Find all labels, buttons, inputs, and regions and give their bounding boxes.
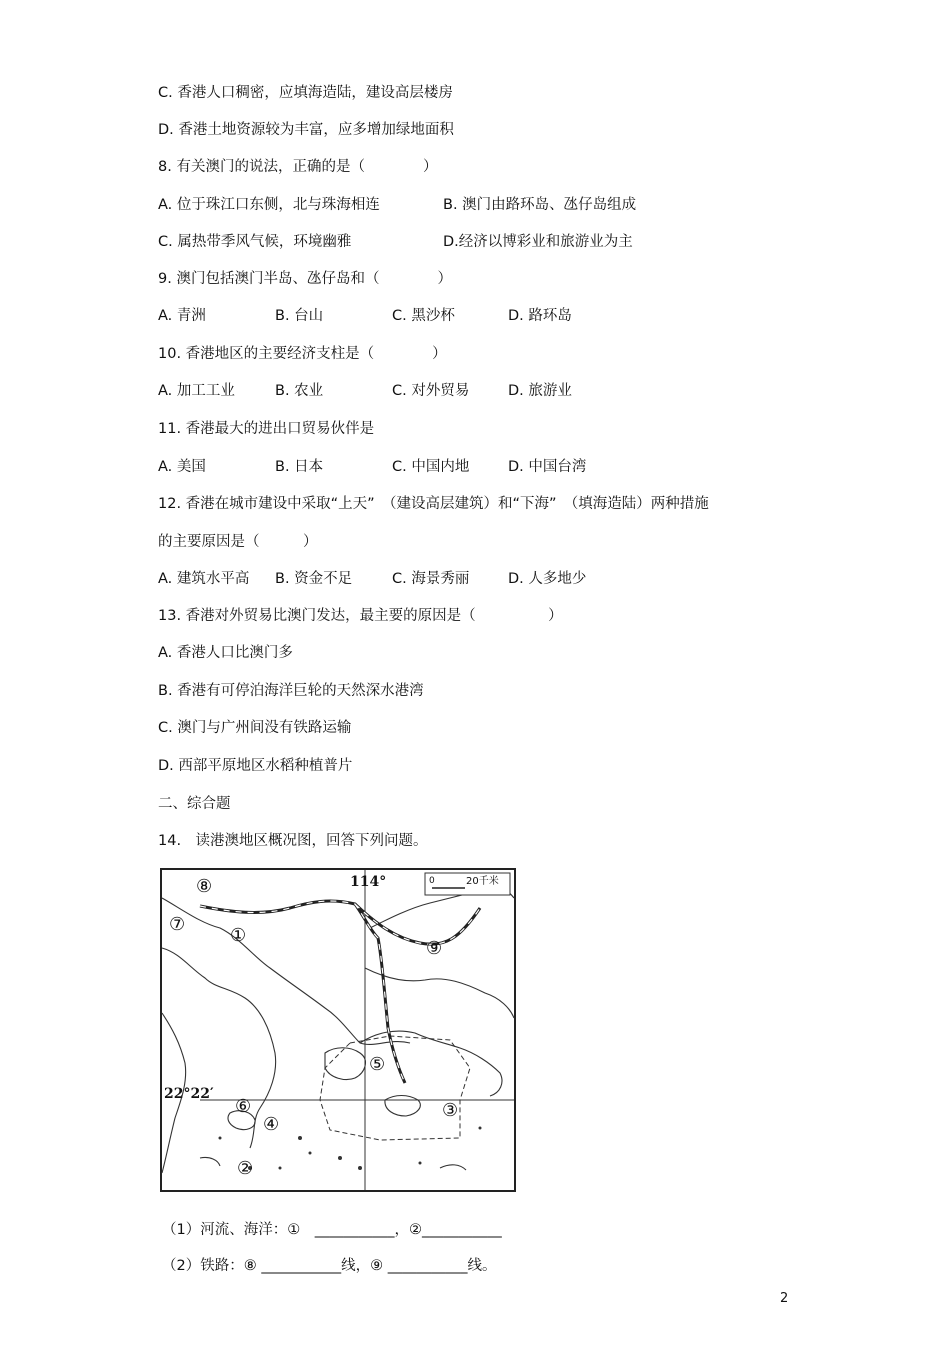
marker-1: ① [230, 925, 247, 946]
q9-option-a: A. 青洲 [158, 308, 206, 324]
page-number: 2 [780, 1291, 789, 1306]
q13-option-d: D. 西部平原地区水稻种植普片 [158, 758, 353, 774]
question-11: 11. 香港最大的进出口贸易伙伴是 [158, 421, 375, 437]
q11-option-a: A. 美国 [158, 459, 206, 475]
q10-option-a: A. 加工工业 [158, 383, 235, 399]
question-12-cont: 的主要原因是（ ） [158, 534, 318, 550]
marker-5: ⑤ [369, 1054, 386, 1075]
q12-option-c: C. 海景秀丽 [392, 571, 470, 587]
line-c-q7: C. 香港人口稠密，应填海造陆，建设高层楼房 [158, 85, 453, 101]
question-13: 13. 香港对外贸易比澳门发达，最主要的原因是（ ） [158, 608, 563, 624]
q13-option-b: B. 香港有可停泊海洋巨轮的天然深水港湾 [158, 683, 424, 699]
q12-option-d: D. 人多地少 [508, 571, 587, 587]
question-10: 10. 香港地区的主要经济支柱是（ ） [158, 346, 447, 362]
marker-4: ④ [263, 1114, 280, 1135]
q9-option-c: C. 黑沙杯 [392, 308, 455, 324]
q9-option-d: D. 路环岛 [508, 308, 572, 324]
q10-option-d: D. 旅游业 [508, 383, 572, 399]
question-9: 9. 澳门包括澳门半岛、氹仔岛和（ ） [158, 271, 452, 287]
q8-option-b: B. 澳门由路环岛、氹仔岛组成 [443, 197, 637, 213]
q12-option-b: B. 资金不足 [275, 571, 353, 587]
marker-9: ⑨ [426, 938, 443, 959]
q11-option-c: C. 中国内地 [392, 459, 470, 475]
scale-label: 20千米 [466, 876, 499, 887]
question-8: 8. 有关澳门的说法，正确的是（ ） [158, 159, 438, 175]
q11-option-b: B. 日本 [275, 459, 324, 475]
q13-option-a: A. 香港人口比澳门多 [158, 645, 293, 661]
q8-option-d: D.经济以博彩业和旅游业为主 [443, 234, 633, 250]
marker-3: ③ [442, 1100, 459, 1121]
question-12: 12. 香港在城市建设中采取“上天” （建设高层建筑）和“下海” （填海造陆）两种措施 [158, 496, 709, 512]
longitude-label: 114° [350, 874, 387, 890]
question-14: 14. 读港澳地区概况图，回答下列问题。 [158, 833, 428, 849]
q11-option-d: D. 中国台湾 [508, 459, 587, 475]
marker-6: ⑥ [235, 1096, 252, 1117]
line-d-q7: D. 香港土地资源较为丰富，应多增加绿地面积 [158, 122, 454, 138]
q8-option-c: C. 属热带季风气候，环境幽雅 [158, 234, 352, 250]
q8-option-a: A. 位于珠江口东侧，北与珠海相连 [158, 197, 380, 213]
q9-option-b: B. 台山 [275, 308, 324, 324]
marker-8: ⑧ [196, 876, 213, 897]
marker-2: ② [237, 1158, 254, 1179]
q10-option-c: C. 对外贸易 [392, 383, 470, 399]
q10-option-b: B. 农业 [275, 383, 324, 399]
q12-option-a: A. 建筑水平高 [158, 571, 250, 587]
scale-zero: 0 [429, 876, 435, 886]
q13-option-c: C. 澳门与广州间没有铁路运输 [158, 720, 352, 736]
latitude-label: 22°22′ [164, 1086, 214, 1102]
hk-macau-map [160, 868, 516, 1192]
q14-part-1: （1）河流、海洋：① ___________，②___________ [162, 1222, 502, 1238]
marker-7: ⑦ [169, 914, 186, 935]
section-heading: 二、综合题 [158, 796, 231, 812]
q14-part-2: （2）铁路：⑧ ___________线，⑨ ___________线。 [162, 1258, 497, 1274]
